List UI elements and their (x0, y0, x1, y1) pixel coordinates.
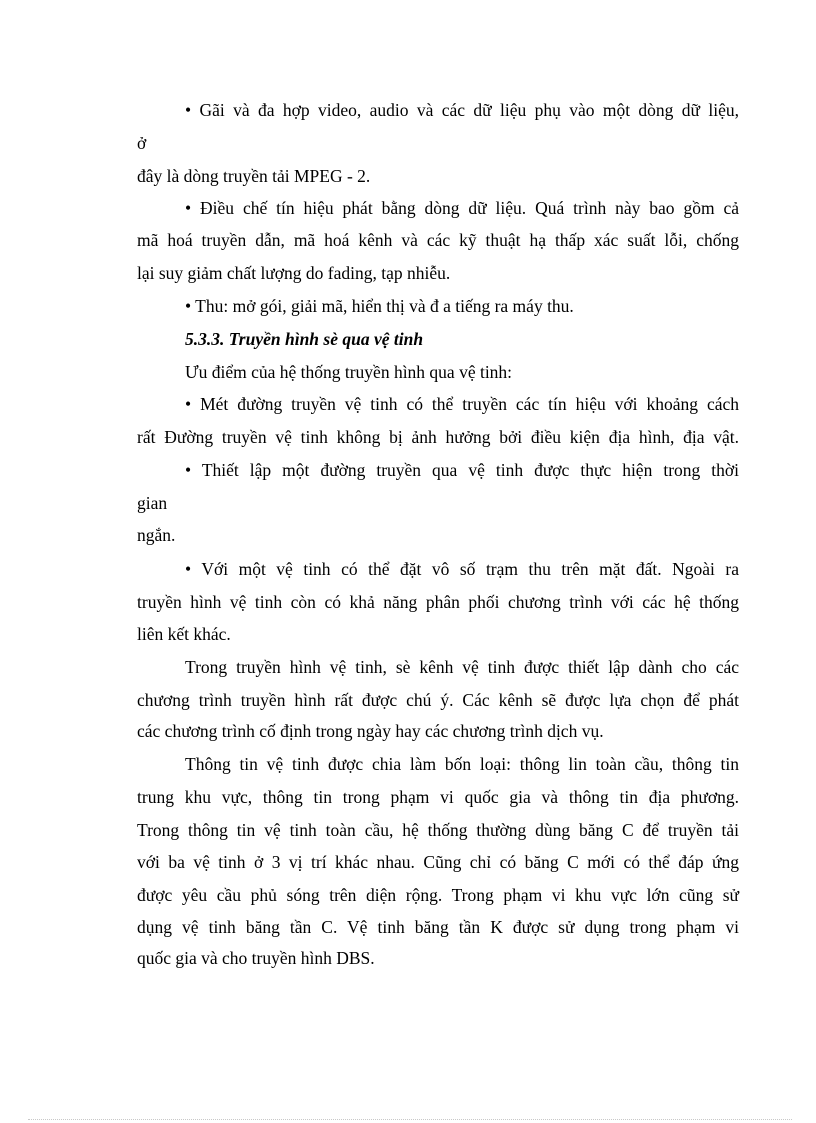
section-heading: 5.3.3. Truyền hình sè qua vệ tinh (185, 329, 424, 349)
text-line: lại suy giảm chất lượng do fading, tạp nhiễu. (137, 263, 451, 283)
text-line: • Với một vệ tinh có thể đặt vô số trạm thu trên mặt đất. Ngoài ra (185, 559, 739, 579)
text-line: • Thu: mở gói, giải mã, hiển thị và đ a tiếng ra máy thu. (185, 296, 574, 316)
text-line: chương trình truyền hình rất được chú ý. Các kênh sẽ được lựa chọn để phát (137, 690, 739, 710)
text-line: ngắn. (137, 525, 176, 545)
text-line: • Gãi và đa hợp video, audio và các dữ liệu phụ vào một dòng dữ liệu, (185, 100, 739, 120)
text-line: Trong thông tin vệ tinh toàn cầu, hệ thống thường dùng băng C để truyền tải (137, 820, 739, 840)
text-line: được yêu cầu phủ sóng trên diện rộng. Trong phạm vi khu vực lớn cũng sử (137, 885, 739, 905)
text-line: • Điều chế tín hiệu phát bằng dòng dữ liệu. Quá trình này bao gồm cả (185, 198, 739, 218)
text-line: • Thiết lập một đường truyền qua vệ tinh được thực hiện trong thời (185, 460, 739, 480)
text-line: Ưu điểm của hệ thống truyền hình qua vệ tinh: (185, 362, 513, 382)
text-line: quốc gia và cho truyền hình DBS. (137, 948, 375, 968)
text-line: các chương trình cố định trong ngày hay các chương trình dịch vụ. (137, 721, 604, 741)
text-line: đây là dòng truyền tải MPEG - 2. (137, 166, 371, 186)
text-line: với ba vệ tinh ở 3 vị trí khác nhau. Cũng chỉ có băng C mới có thể đáp ứng (137, 852, 739, 872)
page-bottom-divider (28, 1119, 792, 1120)
text-line: Thông tin vệ tinh được chia làm bốn loại: thông lin toàn cầu, thông tin (185, 754, 739, 774)
text-line: rất Đường truyền vệ tinh không bị ảnh hưởng bởi điều kiện địa hình, địa vật. (137, 427, 739, 447)
text-line: truyền hình vệ tinh còn có khả năng phân phối chương trình với các hệ thống (137, 592, 739, 612)
text-line: ở (137, 133, 147, 153)
text-line: dụng vệ tinh băng tần C. Vệ tinh băng tần K được sử dụng trong phạm vi (137, 917, 739, 937)
text-line: • Mét đường truyền vệ tinh có thể truyền các tín hiệu với khoảng cách (185, 394, 739, 414)
text-line: Trong truyền hình vệ tinh, sè kênh vệ tinh được thiết lập dành cho các (185, 657, 739, 677)
text-line: trung khu vực, thông tin trong phạm vi quốc gia và thông tin địa phương. (137, 787, 739, 807)
text-line: gian (137, 493, 168, 513)
text-line: liên kết khác. (137, 624, 231, 644)
text-line: mã hoá truyền dẫn, mã hoá kênh và các kỹ thuật hạ thấp xác suất lỗi, chống (137, 230, 739, 250)
